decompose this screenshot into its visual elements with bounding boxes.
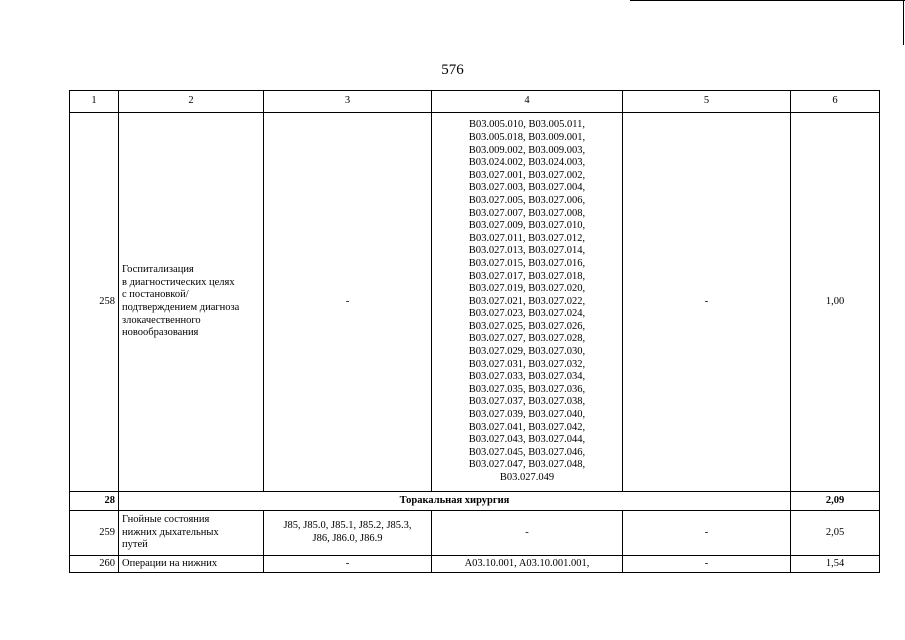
header-cell-3: 3	[264, 91, 432, 113]
section-coefficient: 2,09	[791, 492, 880, 511]
table-row-259	[70, 511, 880, 556]
coefficient: 1,54	[791, 556, 880, 573]
header-row	[70, 91, 880, 113]
right-edge-line	[903, 0, 904, 45]
group-name: Гнойные состояния нижних дыхательных путей	[119, 511, 264, 556]
header-cell-6: 6	[791, 91, 880, 113]
header-cell-2: 2	[119, 91, 264, 113]
extra-criteria: -	[623, 113, 791, 492]
page-number: 576	[441, 62, 464, 78]
section-row-28	[70, 492, 880, 511]
row-number: 259	[70, 511, 119, 556]
header-cell-1: 1	[70, 91, 119, 113]
header-cell-4: 4	[432, 91, 623, 113]
service-codes: B03.005.010, B03.005.011, B03.005.018, B03.009.001, B03.009.002, B03.009.003, B03.024.002, B03.024.003, B03.027.001, B03.027.002, B03.027.003, B03.027.004, B03.027.005, B03.027.006, B03.027.007, B03.027.008, B03.027.009, B03.027.010, B03.027.011, B03.027.012, B03.027.013, B03.027.014, B03.027.015, B03.027.016, B03.027.017, B03.027.018, B03.027.019, B03.027.020, B03.027.021, B03.027.022, B03.027.023, B03.027.024, B03.027.025, B03.027.026, B03.027.027, B03.027.028, B03.027.029, B03.027.030, B03.027.031, B03.027.032, B03.027.033, B03.027.034, B03.027.035, B03.027.036, B03.027.037, B03.027.038, B03.027.039, B03.027.040, B03.027.041, B03.027.042, B03.027.043, B03.027.044, B03.027.045, B03.027.046, B03.027.047, B03.027.048, B03.027.049	[432, 113, 623, 492]
section-title: Торакальная хирургия	[119, 492, 791, 511]
coefficient: 1,00	[791, 113, 880, 492]
section-number: 28	[70, 492, 119, 511]
diagnosis-codes: J85, J85.0, J85.1, J85.2, J85.3, J86, J86.0, J86.9	[264, 511, 432, 556]
top-edge-line	[630, 0, 905, 1]
header-cell-5: 5	[623, 91, 791, 113]
table-row-260	[70, 556, 880, 573]
group-name: Госпитализация в диагностических целях с постановкой/ подтверждением диагноза злокачественного новообразования	[119, 113, 264, 492]
table-row-258	[70, 113, 880, 492]
extra-criteria: -	[623, 556, 791, 573]
group-name: Операции на нижних	[119, 556, 264, 573]
row-number: 260	[70, 556, 119, 573]
diagnosis-codes: -	[264, 113, 432, 492]
extra-criteria: -	[623, 511, 791, 556]
document-table	[69, 90, 880, 573]
diagnosis-codes: -	[264, 556, 432, 573]
row-number: 258	[70, 113, 119, 492]
service-codes: -	[432, 511, 623, 556]
coefficient: 2,05	[791, 511, 880, 556]
service-codes: A03.10.001, A03.10.001.001,	[432, 556, 623, 573]
